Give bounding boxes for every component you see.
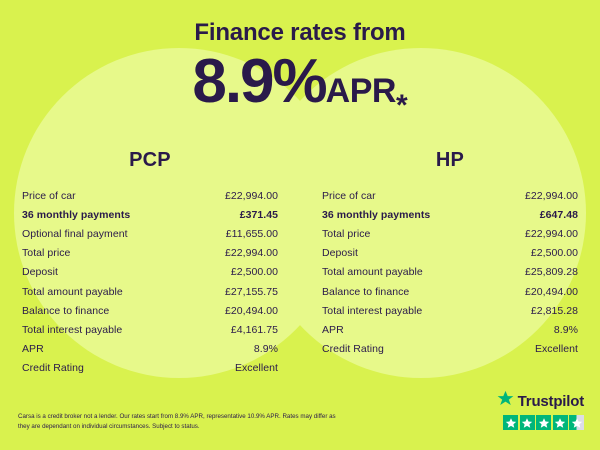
table-row [22,340,278,359]
row-value: £25,809.28 [524,266,578,279]
row-value: £22,994.00 [224,189,278,202]
table-row [22,186,278,205]
hp-rows [322,186,578,359]
table-row [22,301,278,320]
table-row [22,224,278,243]
star-icon-half [569,415,584,430]
row-value: 8.9% [253,343,278,356]
rate-value: 8.9% [192,47,326,116]
star-icon [520,415,535,430]
row-label: Deposit [322,247,358,260]
row-value: £2,500.00 [230,266,278,279]
table-row [22,320,278,339]
row-value: £22,994.00 [524,227,578,240]
row-label: APR [322,323,344,336]
row-label: APR [22,343,44,356]
row-value: £4,161.75 [230,323,278,336]
row-value: 8.9% [553,323,578,336]
column-title-pcp: PCP [129,149,171,171]
table-row [322,282,578,301]
row-label: Deposit [22,266,58,279]
table-row [322,263,578,282]
trustpilot-star-icon [497,390,514,412]
table-row [322,301,578,320]
column-title-hp: HP [435,149,465,171]
row-value: £2,500.00 [530,247,578,260]
table-row [322,205,578,224]
table-row [322,244,578,263]
trustpilot-badge[interactable] [497,390,584,430]
trustpilot-label: Trustpilot [517,392,584,410]
row-label: 36 monthly payments [322,208,431,221]
row-label: Balance to finance [322,285,410,298]
star-icon [503,415,518,430]
pcp-rows [22,186,278,378]
table-row [22,359,278,378]
star-icon [536,415,551,430]
row-label: Total interest payable [322,304,423,317]
row-label: Total amount payable [322,266,423,279]
row-value: £647.48 [539,208,578,221]
asterisk: * [395,89,408,122]
finance-comparison [0,149,600,378]
row-label: Optional final payment [22,227,128,240]
row-label: 36 monthly payments [22,208,131,221]
table-row [22,244,278,263]
row-label: Total price [322,227,371,240]
row-value: Excellent [234,362,278,375]
table-row [22,263,278,282]
row-value: £22,994.00 [224,247,278,260]
row-value: £2,815.28 [530,304,578,317]
finance-column-hp [300,149,600,378]
row-label: Total amount payable [22,285,123,298]
row-label: Price of car [22,189,76,202]
row-value: £27,155.75 [224,285,278,298]
rate-suffix: APR [325,72,396,110]
row-label: Credit Rating [322,343,384,356]
row-label: Total interest payable [22,323,123,336]
page-title: Finance rates from [194,19,406,46]
table-row [22,205,278,224]
row-value: £22,994.00 [524,189,578,202]
row-value: £20,494.00 [224,304,278,317]
row-value: Excellent [534,343,578,356]
table-row [22,282,278,301]
row-label: Price of car [322,189,376,202]
row-label: Balance to finance [22,304,110,317]
table-row [322,320,578,339]
row-value: £11,655.00 [225,227,278,240]
legal-disclaimer: Carsa is a credit broker not a lender. Our rates start from 8.9% APR, representative 10.9% APR. Rates may differ as they are dependant on individual circumstances. Subject to status. [18,412,336,430]
finance-column-pcp [0,149,300,378]
rate-display [0,47,600,123]
table-row [322,340,578,359]
table-row [322,224,578,243]
row-label: Credit Rating [22,362,84,375]
row-value: £20,494.00 [524,285,578,298]
star-icon [553,415,568,430]
row-label: Total price [22,247,71,260]
trustpilot-rating-stars [497,415,584,430]
row-value: £371.45 [239,208,278,221]
table-row [322,186,578,205]
